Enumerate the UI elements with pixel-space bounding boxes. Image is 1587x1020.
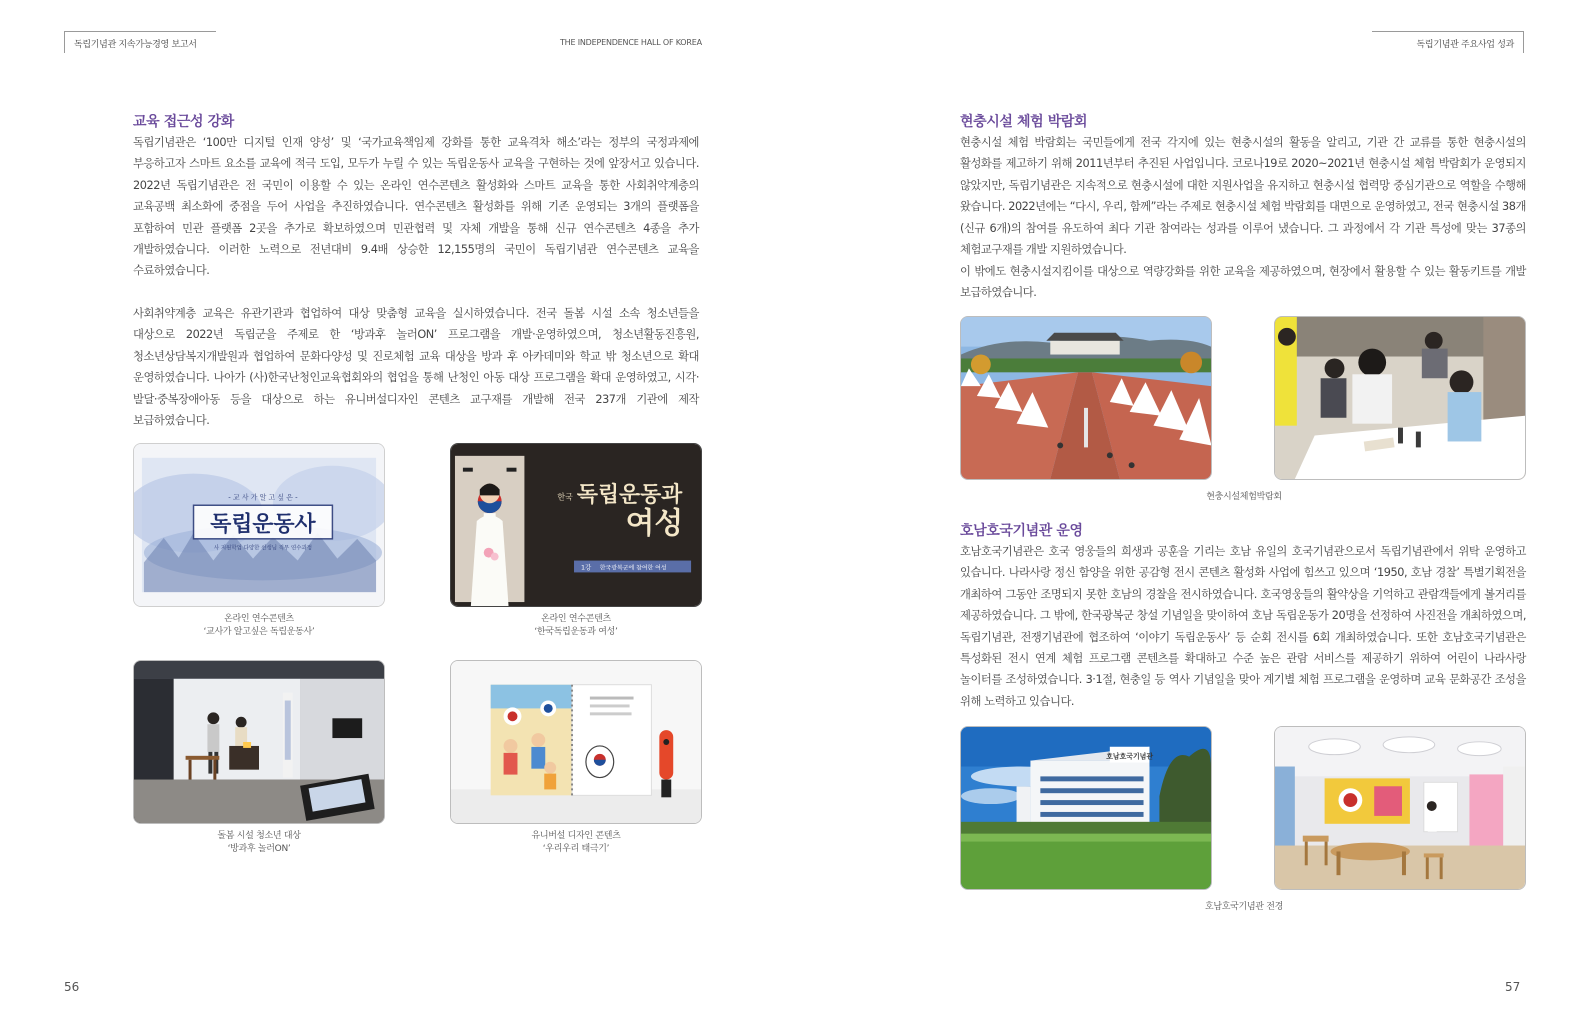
header-left-tab: [64, 31, 216, 53]
photo2-title1: 독립운동과: [576, 482, 683, 508]
education-paragraph-1: 독립기념관은 ‘100만 디지털 인재 양성’ 및 ‘국가교육책임제 강화를 통한 교육격차 해소’라는 정부의 국정과제에 부응하고자 스마트 요소를 교육에 적극 도입, 모두가 누릴 수 있는 독립운동사 교육을 구현하는 것에 앞장서고 있습니다. 2022년 독립기념관은 전 국민이 이용할 수 있는 온라인 연수콘텐츠 활성화와 스마트 교육을 통한 사회취약계층의 교육공백 최소화에 중점을 두어 사업을 추진하였습니다. 연수콘텐츠 활성화를 위해 기존 운영되는 3개의 플랫폼을 포함하여 민관 플랫폼 2곳을 추가로 확보하였으며 민관협력 및 자체 개발을 통해 신규 연수콘텐츠 4종을 추가 개발하였습니다. 이러한 노력으로 전년대비 9.4배 상승한 12,155명의 국민이 독립기념관 연수콘텐츠 교육을 수료하였습니다.: [133, 136, 699, 278]
photo-expo-tents: [960, 316, 1212, 480]
photo1-big-text: 독립운동사: [210, 511, 316, 537]
page-number-right: 57: [1505, 980, 1521, 994]
photo2-tag: 1강: [580, 563, 592, 572]
memorial-expo-paragraph-1: 현충시설 체험 박람회는 국민들에게 전국 각지에 있는 현충시설의 활동을 알리고, 기관 간 교류를 통한 현충시설의 활성화를 제고하기 위해 2011년부터 추진된 사업입니다. 코로나19로 2020~2021년 현충시설 체험 박람회가 운영되지 않았지만, 독립기념관은 지속적으로 현충시설에 대한 지원사업을 유지하고 현충시설 협력망 중심기관으로 역할을 수행해 왔습니다. 2022년에는 “다시, 우리, 함께”라는 주제로 현충시설 체험 박람회를 대면으로 운영하였고, 전국 현충시설 38개(신규 6개)의 참여를 유도하여 최다 기관 참여라는 성과를 이루어 냈습니다. 그 과정에서 각 기관 특성에 맞는 37종의 체험교구재를 개발 지원하였습니다.: [960, 136, 1526, 257]
caption-expo-photos: 현충시설체험박람회: [1206, 492, 1282, 502]
photo1-small-text: - 교 사 가 알 고 싶 은 -: [228, 493, 298, 502]
photo2-title2: 여성: [625, 505, 684, 541]
building-sign-text: 호남호국기념관: [1106, 752, 1154, 761]
caption-photo-3-line2: ‘방과후 놀러ON’: [227, 844, 291, 854]
photo-after-school-program: [133, 660, 385, 824]
photo-honam-playground: [1274, 726, 1526, 890]
education-paragraph-2: 사회취약계층 교육은 유관기관과 협업하여 대상 맞춤형 교육을 실시하였습니다. 전국 돌봄 시설 소속 청소년들을 대상으로 2022년 독립군을 주제로 한 ‘방과후 놀러ON’ 프로그램을 개발·운영하였으며, 청소년활동진흥원, 청소년상담복지개발원과 협업하여 문화다양성 및 진로체험 교육 대상을 방과 후 아카데미와 학교 밖 청소년으로 확대 운영하였습니다. 나아가 (사)한국난청인교육협회와의 협업을 통해 난청인 아동 대상 프로그램을 확대 운영하였고, 시각·발달·중복장애아동 등을 대상으로 하는 유니버설디자인 콘텐츠 교구재를 개발해 전국 237개 기관에 제작 보급하였습니다.: [133, 307, 699, 428]
caption-photo-1-line2: ‘교사가 알고싶은 독립운동사’: [203, 627, 315, 637]
photo-honam-memorial-building: [960, 726, 1212, 890]
section-title-memorial-expo: 현충시설 체험 박람회: [960, 114, 1088, 130]
photo-online-content-women: [450, 443, 702, 607]
section-title-honam-memorial: 호남호국기념관 운영: [960, 523, 1083, 539]
photo1-sub-text: 사 지원학업 다양한 선생님 직무 연수과정: [213, 545, 313, 552]
header-center-text: THE INDEPENDENCE HALL OF KOREA: [560, 38, 702, 47]
photo-online-content-teacher: [133, 443, 385, 607]
photo-expo-children-activity: [1274, 316, 1526, 480]
caption-photo-4-line1: 유니버설 디자인 콘텐츠: [531, 831, 621, 841]
caption-photo-2: [450, 613, 702, 639]
memorial-expo-paragraph-2: 이 밖에도 현충시설지킴이를 대상으로 역량강화를 위한 교육을 제공하였으며, 현장에서 활용할 수 있는 활동키트를 개발 보급하였습니다.: [960, 265, 1526, 300]
photo2-subtitle: 한국광복군에 참여한 여성: [599, 564, 667, 572]
caption-photo-4: [450, 830, 702, 856]
section-title-education: 교육 접근성 강화: [133, 114, 234, 130]
header-right-text: 독립기념관 주요사업 성과: [1416, 40, 1514, 50]
photo-universal-design-content: [450, 660, 702, 824]
header-left-text: 독립기념관 지속가능경영 보고서: [74, 40, 197, 50]
page-number-left: 56: [64, 980, 80, 994]
caption-honam-memorial: 호남호국기념관 전경: [1204, 902, 1284, 912]
honam-memorial-paragraph: 호남호국기념관은 호국 영웅들의 희생과 공훈을 기리는 호남 유일의 호국기념관으로서 독립기념관에서 위탁 운영하고 있습니다. 나라사랑 정신 함양을 위한 공감형 전시 콘텐츠 활성화 사업에 힘쓰고 있으며 ‘1950, 호남 경찰’ 특별기획전을 개최하여 그동안 조명되지 못한 호남의 경찰을 전시하였습니다. 호국영웅들의 활약상을 기억하고 관람객들에게 볼거리를 제공하였습니다. 그 밖에, 한국광복군 창설 기념일을 맞이하여 호남 독립운동가 20명을 선정하여 사진전을 개최하였으며, 독립기념관, 전쟁기념관에 협조하여 ‘이야기 독립운동사’ 등 순회 전시를 6회 개최하였습니다. 또한 호남호국기념관은 특성화된 전시 연계 체험 프로그램 콘텐츠를 확대하고 수준 높은 관람 서비스를 제공하기 위하여 어린이 나라사랑 놀이터를 조성하였습니다. 3·1절, 현충일 등 역사 기념일을 맞아 계기별 체험 프로그램을 운영하며 교육 문화공간 조성을 위해 노력하고 있습니다.: [960, 545, 1526, 708]
caption-photo-4-line2: ‘우리우리 태극기’: [542, 844, 610, 854]
header-right-tab: [1372, 31, 1524, 53]
caption-photo-3: [133, 830, 385, 856]
caption-photo-1: [133, 613, 385, 639]
caption-photo-2-line2: ‘한국독립운동과 여성’: [534, 627, 618, 637]
caption-photo-3-line1: 돌봄 시설 청소년 대상: [217, 831, 301, 841]
caption-photo-2-line1: 온라인 연수콘텐츠: [541, 614, 611, 624]
photo2-han-text: 한국: [557, 492, 573, 502]
caption-photo-1-line1: 온라인 연수콘텐츠: [224, 614, 294, 624]
